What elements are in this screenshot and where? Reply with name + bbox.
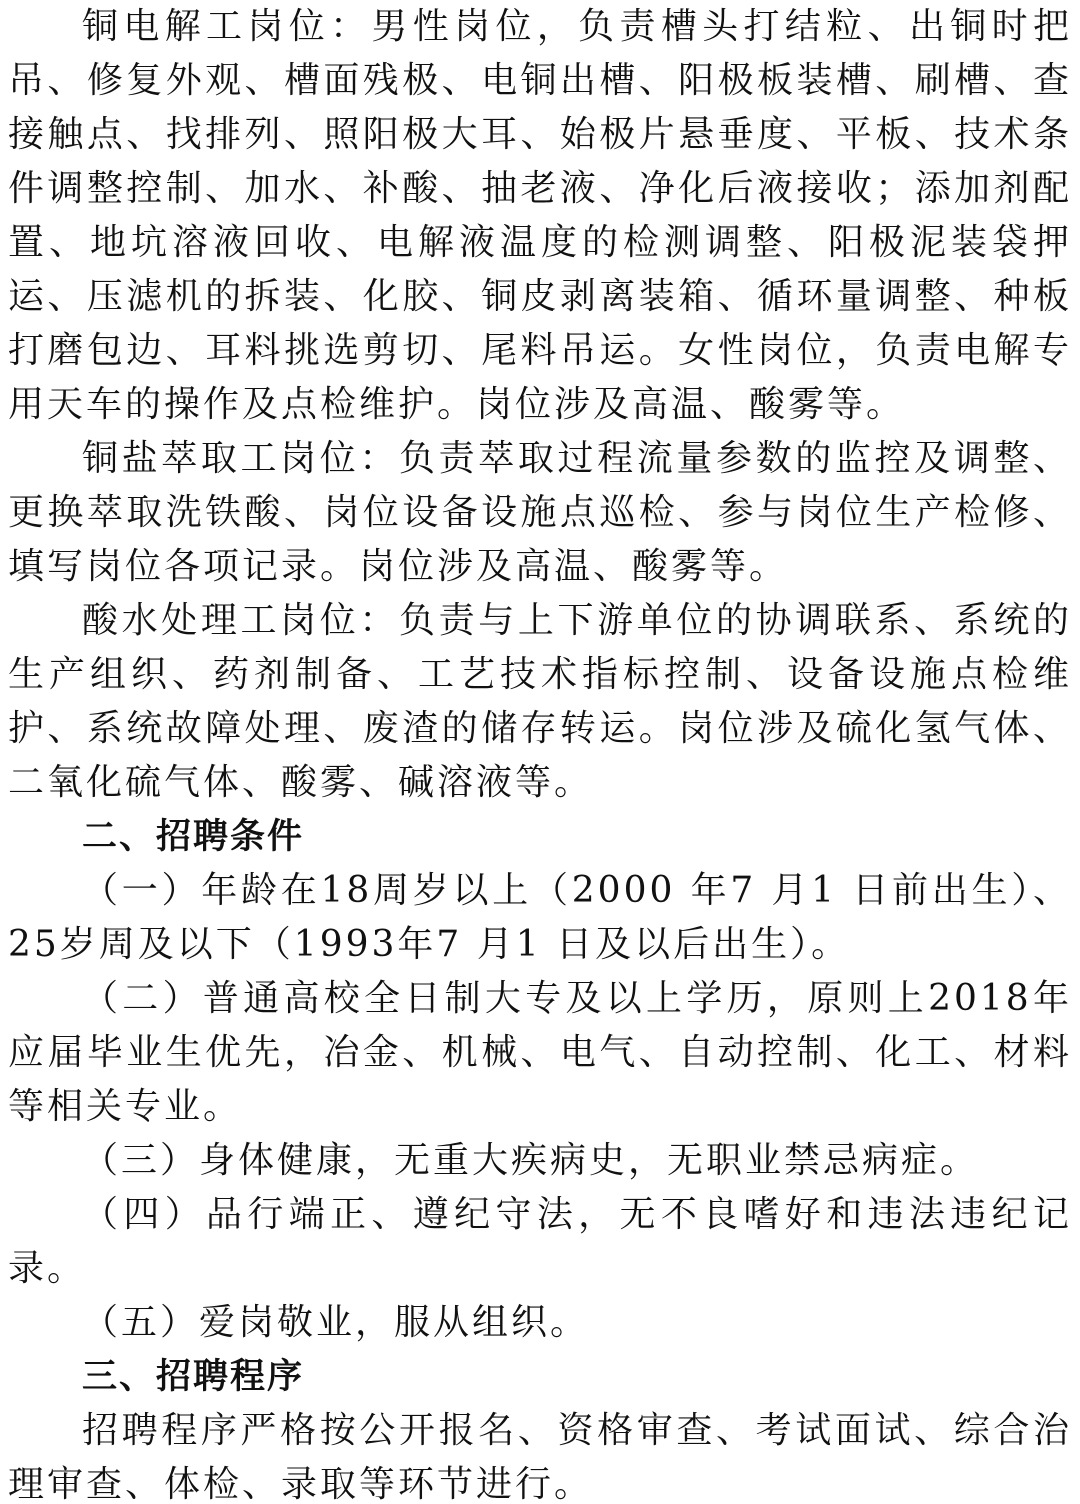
paragraph-copper-salt-extraction-post: 铜盐萃取工岗位：负责萃取过程流量参数的监控及调整、更换萃取洗铁酸、岗位设备设施点巡检、参与岗位生产检修、填写岗位各项记录。岗位涉及高温、酸雾等。 <box>8 438 1072 587</box>
paragraph-condition-health: （三）身体健康，无重大疾病史，无职业禁忌病症。 <box>82 1140 980 1181</box>
document-page <box>8 0 1072 1504</box>
paragraph-condition-conduct: （四）品行端正、遵纪守法，无不良嗜好和违法违纪记录。 <box>8 1194 1072 1289</box>
section-heading-recruitment-conditions: 二、招聘条件 <box>82 817 305 857</box>
paragraph-condition-education: （二）普通高校全日制大专及以上学历，原则上2018年应届毕业生优先，冶金、机械、电气、自动控制、化工、材料等相关专业。 <box>8 978 1072 1127</box>
paragraph-acid-water-treatment-post: 酸水处理工岗位：负责与上下游单位的协调联系、系统的生产组织、药剂制备、工艺技术指标控制、设备设施点检维护、系统故障处理、废渣的储存转运。岗位涉及硫化氢气体、二氧化硫气体、酸雾、碱溶液等。 <box>8 600 1072 803</box>
paragraph-procedure: 招聘程序严格按公开报名、资格审查、考试面试、综合治理审查、体检、录取等环节进行。 <box>8 1410 1072 1504</box>
paragraph-condition-dedication: （五）爱岗敬业，服从组织。 <box>82 1302 590 1343</box>
section-heading-recruitment-procedure: 三、招聘程序 <box>82 1357 305 1397</box>
paragraph-copper-electrolysis-post: 铜电解工岗位：男性岗位，负责槽头打结粒、出铜时把吊、修复外观、槽面残极、电铜出槽、阳极板装槽、刷槽、查接触点、找排列、照阳极大耳、始极片悬垂度、平板、技术条件调整控制、加水、补酸、抽老液、净化后液接收；添加剂配置、地坑溶液回收、电解液温度的检测调整、阳极泥装袋押运、压滤机的拆装、化胶、铜皮剥离装箱、循环量调整、种板打磨包边、耳料挑选剪切、尾料吊运。女性岗位，负责电解专用天车的操作及点检维护。岗位涉及高温、酸雾等。 <box>8 6 1072 425</box>
paragraph-condition-age: （一）年龄在18周岁以上（2000 年7 月1 日前出生）、25岁周及以下（1993年7 月1 日及以后出生）。 <box>8 870 1072 965</box>
